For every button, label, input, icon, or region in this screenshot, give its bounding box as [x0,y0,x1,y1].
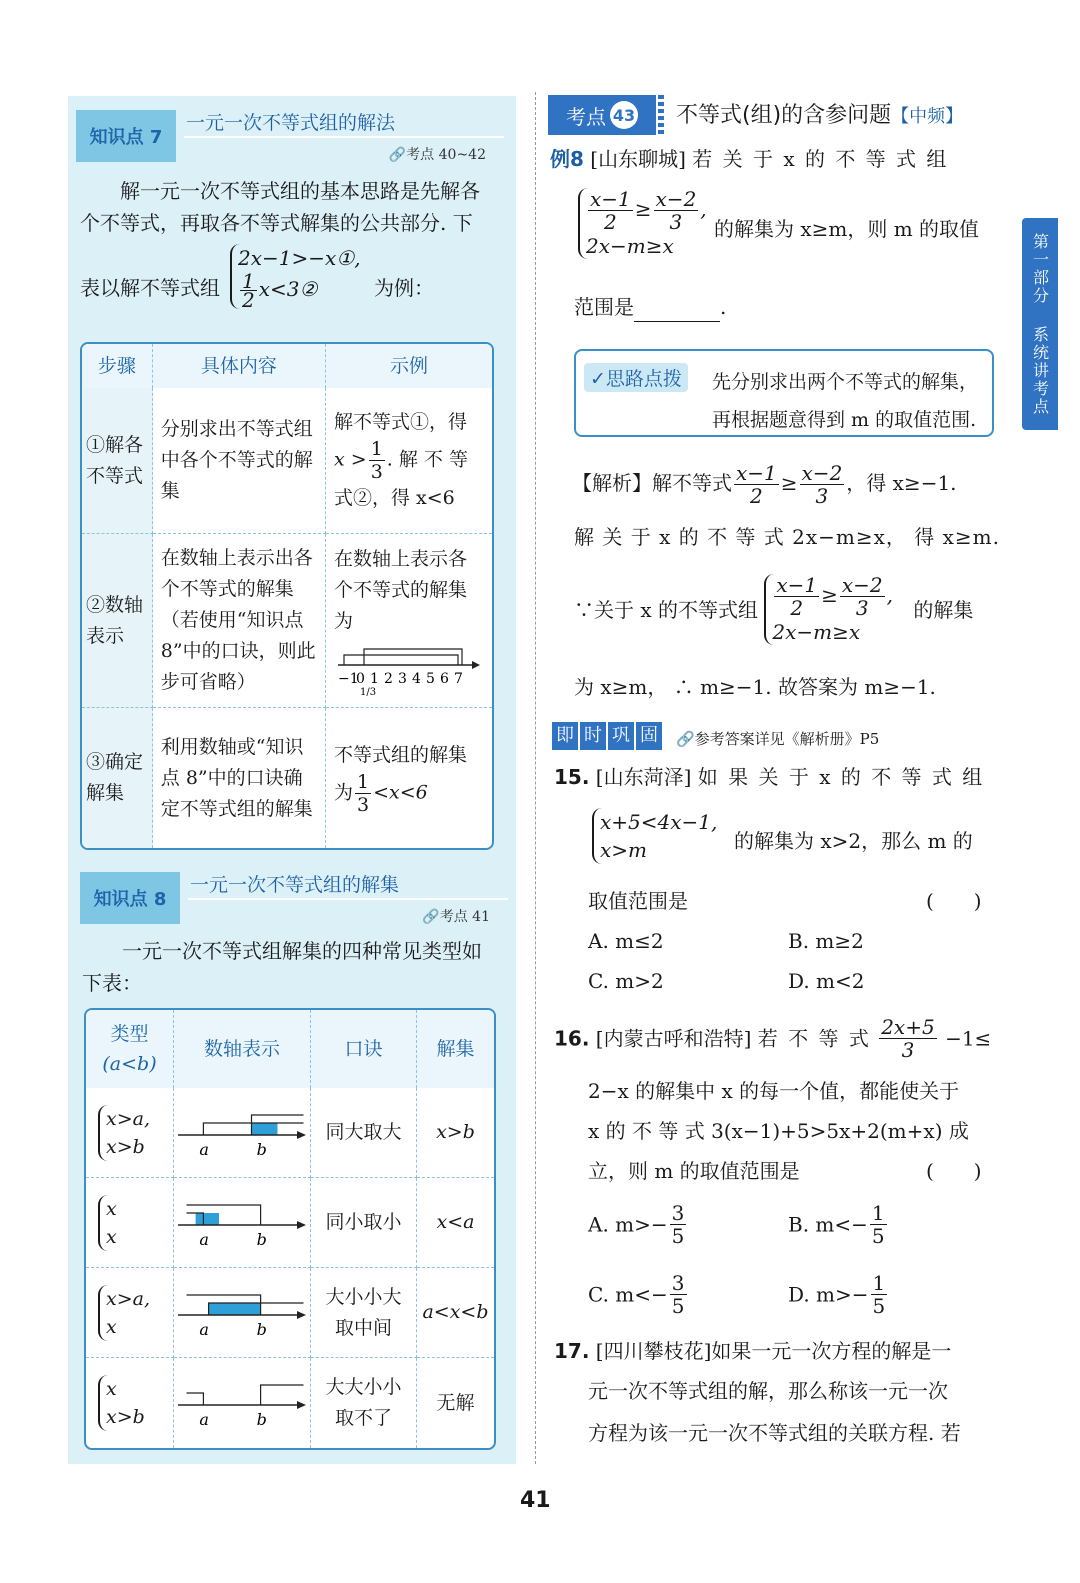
kp7-intro-1: 解一元一次不等式组的基本思路是先解各 [120,179,480,203]
kd43-title: 不等式(组)的含参问题 [676,103,892,128]
kp7-r1-ex-c: . 解 不 等 [386,448,468,471]
q16-text-3: x 的 不 等 式 3(x−1)+5>5x+2(m+x) 成 [588,1119,969,1143]
axis-tick-label: 6 [440,671,449,687]
hint-box [574,349,994,437]
analysis-line-4: 为 x≥m， ∴ m≥−1. 故答案为 m≥−1. [574,675,936,699]
kp7-r1-ex-b: x > [334,448,367,471]
kp7-r1-content: 分别求出不等式组中各个不等式的解集 [153,388,326,534]
kp7-th-content: 具体内容 [153,344,326,388]
q16-option-a[interactable]: A. m>− $\frac{3}{5}$ [588,1201,685,1248]
kp7-sys-1: 2x−1>−x①, [238,246,361,270]
hint-text: 先分别求出两个不等式的解集，再根据题意得到 m 的取值范围. [712,371,979,431]
q15-option-b[interactable]: B. m≥2 [788,929,864,953]
kp7-table [80,342,494,850]
kp7-r2-content: 在数轴上表示出各个不等式的解集（若使用“知识点8”中的口诀，则此步可省略） [153,534,326,708]
ex8-line-3 [574,292,726,322]
svg-text:−101234567 [338,671,463,687]
axis-tick-label: 3 [398,671,407,687]
kd43-freq: 【中频】 [891,106,964,127]
kp7-r3-content: 利用数轴或“知识点 8”中的口诀确定不等式组的解集 [153,708,326,848]
kp7-r3-ex-b: 为 [334,781,354,804]
kp8-rule-cell: 同大取大 [311,1088,417,1178]
q17-text-2: 元一次不等式组的解，那么称该一元一次 [588,1379,948,1403]
axis-arrow [297,1401,306,1409]
solution-fill [252,1123,278,1135]
kp8-table-row [86,1358,494,1448]
kp8-number-line [174,1365,310,1431]
ex8-text-3: 范围是 [574,295,634,319]
analysis-l3b: 的解集 [913,597,974,622]
kp7-r1-ex-a: 解不等式①，得 [334,411,468,433]
q15-line-1 [554,762,984,792]
kp7-r2-ex: 在数轴上表示各个不等式的解集为 [334,548,468,632]
q15-sys-1: x+5<4x−1, [600,810,718,834]
kp8-type-cell [86,1268,174,1358]
kp7-r2-example [326,534,492,708]
axis-label-a: a [199,1139,209,1159]
axis-tick-label: 5 [426,671,435,687]
solution-fill [196,1213,219,1225]
practice-ref: 🔗参考答案详见《解析册》P5 [676,730,880,748]
kp7-r1-example [326,388,492,534]
kp8-solution-cell: x<a [417,1178,494,1268]
q15-text-2: 的解集为 x>2，那么 m 的 [734,829,973,853]
q15-option-d[interactable]: D. m<2 [788,969,865,993]
kp8-solution-cell: 无解 [436,1391,475,1414]
analysis-line-2: 解 关 于 x 的 不 等 式 2x−m≥x， 得 x≥m. [574,525,1000,549]
axis-arrow [297,1221,306,1229]
kp7-intro-2: 个不等式，再取各不等式解集的公共部分. 下 [80,211,473,235]
kp8-type-cell [86,1358,174,1448]
q16-option-c[interactable]: C. m<− $\frac{3}{5}$ [588,1271,685,1318]
kp7-system [230,244,361,312]
kp8-th-type [86,1010,174,1088]
kp7-title: 一元一次不等式组的解法 [186,112,396,134]
kp8-ref: 🔗考点 41 [422,909,490,925]
axis-tick-label: −1 [338,671,359,687]
analysis-l1a: 【解析】解不等式 [572,471,732,495]
kd43-badge-label: 考点 [566,104,606,129]
solution-fill [209,1303,261,1315]
kp8-solution-cell: a<x<b [417,1268,494,1358]
kp7-sys-2-rest: x<3② [258,277,318,301]
q16-option-b[interactable]: B. m<− $\frac{1}{5}$ [788,1201,885,1248]
page-number: 41 [520,1488,551,1513]
kp8-number-line [174,1185,310,1251]
q15-option-a[interactable]: A. m≤2 [588,929,664,953]
kp8-th-solution: 解集 [417,1010,494,1088]
kd43-title-wrap [676,98,963,129]
q16-text-2: 2−x 的解集中 x 的每一个值，都能使关于 [588,1079,960,1103]
q16-text-1: 若 不 等 式 [757,1026,871,1051]
kp7-r3-ex-a: 不等式组的解集 [334,744,468,766]
analysis-line-3: ∵关于 x 的不等式组 $\frac{x-1}{2}$ ≥ $\frac{x-2}{3}$ , 2x−m≥x 的解集 [574,573,974,644]
kd43-number: 43 [610,101,638,129]
kp8-number-line [174,1095,310,1161]
kp8-header [80,866,510,924]
q17-text-1: 如果一元一次方程的解是一 [711,1339,952,1363]
kp8-axis-cell [174,1358,311,1448]
axis-label-b: b [256,1229,267,1249]
q16-source: [内蒙古呼和浩特] [595,1026,752,1051]
kp8-th-rule: 口诀 [311,1010,417,1088]
kp8-type-cell [86,1088,174,1178]
axis-tick-label: 1 [370,671,379,687]
kp8-sys-2: x [106,1315,117,1338]
kp8-type-cell [86,1178,174,1268]
range-bracket [187,1393,204,1405]
axis-tick-label: 2 [384,671,393,687]
axis-label-b: b [256,1139,267,1159]
kp7-th-example: 示例 [326,344,492,388]
axis-label-a: a [199,1229,209,1249]
q17-source: [四川攀枝花] [595,1339,712,1363]
kp8-table [84,1008,496,1450]
kd43-badge [548,95,656,135]
q16-line-1: 16. [内蒙古呼和浩特] 若 不 等 式 $\frac{2x+5}{3}$ −1≤ [554,1015,992,1062]
kd43-bar [658,95,664,135]
q15-system [592,808,717,864]
kp8-number-line [174,1275,310,1341]
ex8-text-1: 若 关 于 x 的 不 等 式 组 [692,147,949,171]
kp8-solution-cell: x>b [417,1088,494,1178]
side-tab[interactable]: 第一部分 系统讲考点 [1022,218,1058,430]
kp7-intro-3a: 表以解不等式组 [80,276,220,300]
kp8-sys-1: x x>b [106,1375,145,1431]
kp7-system-line [80,244,520,328]
kp8-intro-2: 下表： [82,971,142,995]
kp7-r3-step: ③确定解集 [82,708,153,848]
kp8-sys-2: x>b [106,1406,145,1428]
kp8-sys-1: x>a, [106,1107,151,1130]
kp7-badge: 知识点 7 [76,110,176,162]
q16-option-d[interactable]: D. m>− $\frac{1}{5}$ [788,1271,886,1318]
axis-arrow [297,1131,306,1139]
kp8-th-axis: 数轴表示 [174,1010,311,1088]
q15-sys-2: x>m [600,838,648,862]
kp7-th-step: 步骤 [82,344,153,388]
kp8-rule-cell: 大大小小取不了 [311,1358,417,1448]
axis-tick-label: 0 [356,671,365,687]
ex8-source: [山东聊城] [590,147,686,171]
q16-paren: ( ) [926,1159,982,1183]
analysis-l3a: ∵关于 x 的不等式组 [574,597,758,622]
q15-source: [山东菏泽] [595,765,692,789]
kp8-th-type-label: 类型 [110,1023,149,1045]
q15-text-1: 如 果 关 于 x 的 不 等 式 组 [697,765,985,789]
kp7-r1-ex-d: 式②，得 x<6 [334,487,455,509]
kp8-sys-1: x>a, [106,1287,151,1310]
kp7-r3-example [326,708,492,848]
kp7-r2-step: ②数轴表示 [82,534,153,708]
ex8-label: 例8 [550,147,584,171]
kp8-axis-cell [174,1178,311,1268]
kp7-axis-frac: 1/3 [360,687,377,697]
ex8-system: $\frac{x-1}{2}$ ≥ $\frac{x-2}{3}$ , 2x−m≥x [578,188,707,259]
axis-label-a: a [199,1410,209,1429]
practice-tag: 即 时 巩 固 [552,722,662,750]
axis-label-b: b [256,1410,267,1429]
kp8-rule-cell: 大小小大取中间 [311,1268,417,1358]
kp8-rule-cell: 同小取小 [311,1178,417,1268]
kp8-sys-2: x>b [106,1135,145,1158]
ex8-text-3-end: . [720,295,727,319]
kp8-title-rule [188,898,508,900]
kp7-ref: 🔗考点 40~42 [388,147,486,163]
kp8-axis-cell [174,1268,311,1358]
axis-tick-label: 7 [454,671,463,687]
q15-text-3: 取值范围是 [588,889,688,913]
analysis-l1b: ，得 x≥−1. [846,471,957,495]
kp7-header [76,104,506,162]
axis-label-a: a [199,1319,209,1339]
kp7-title-rule [184,136,504,138]
ex8-line-1 [550,144,948,174]
kp7-r3-ex-c: <x<6 [373,781,428,804]
q16-num: 16. [554,1026,590,1051]
kp8-th-type-cond: (a<b) [102,1053,157,1075]
kp8-title: 一元一次不等式组的解集 [190,874,400,896]
kp7-number-line [334,637,484,697]
axis-tick-label: 4 [412,671,421,687]
axis-arrow [297,1311,306,1319]
kp8-intro-1: 一元一次不等式组解集的四种常见类型如 [122,939,482,963]
kp7-r3-frac: $\frac{1}{3}$ [357,771,370,816]
ex8-sys-2: 2x−m≥x [586,234,674,258]
kp7-intro-3b: 为例： [374,276,434,300]
hint-tag: ✓思路点拨 [584,363,688,392]
ex8-text-2: 的解集为 x≥m，则 m 的取值 [714,217,980,241]
axis-label-b: b [256,1319,267,1339]
kp7-sys-2-frac: $\frac{1}{2}$ [242,269,255,312]
q16-text-4: 立，则 m 的取值范围是 [588,1159,800,1183]
kp8-table-row [86,1088,494,1178]
ex8-answer-blank[interactable] [634,300,720,322]
kp8-table-row [86,1178,494,1268]
q17-line-1 [554,1336,951,1366]
kp7-r1-step: ①解各不等式 [82,388,153,534]
q15-option-c[interactable]: C. m>2 [588,969,664,993]
q17-text-3: 方程为该一元一次不等式组的关联方程. 若 [588,1421,961,1445]
kp8-badge: 知识点 8 [80,872,180,924]
q15-num: 15. [554,765,590,789]
q15-paren: ( ) [926,889,982,913]
column-divider [535,92,536,1464]
analysis-line-1: 【解析】解不等式 $\frac{x-1}{2}$ ≥ $\frac{x-2}{3}$ ，得 x≥−1. [572,461,957,508]
kp8-axis-cell [174,1088,311,1178]
kp8-sys-2: x [106,1225,117,1248]
kp7-r1-frac: $\frac{1}{3}$ [370,438,383,483]
kp8-sys-1: x x [106,1195,117,1251]
q16-text-1b: −1≤ [945,1026,992,1051]
q17-num: 17. [554,1339,590,1363]
kp8-table-row [86,1268,494,1358]
